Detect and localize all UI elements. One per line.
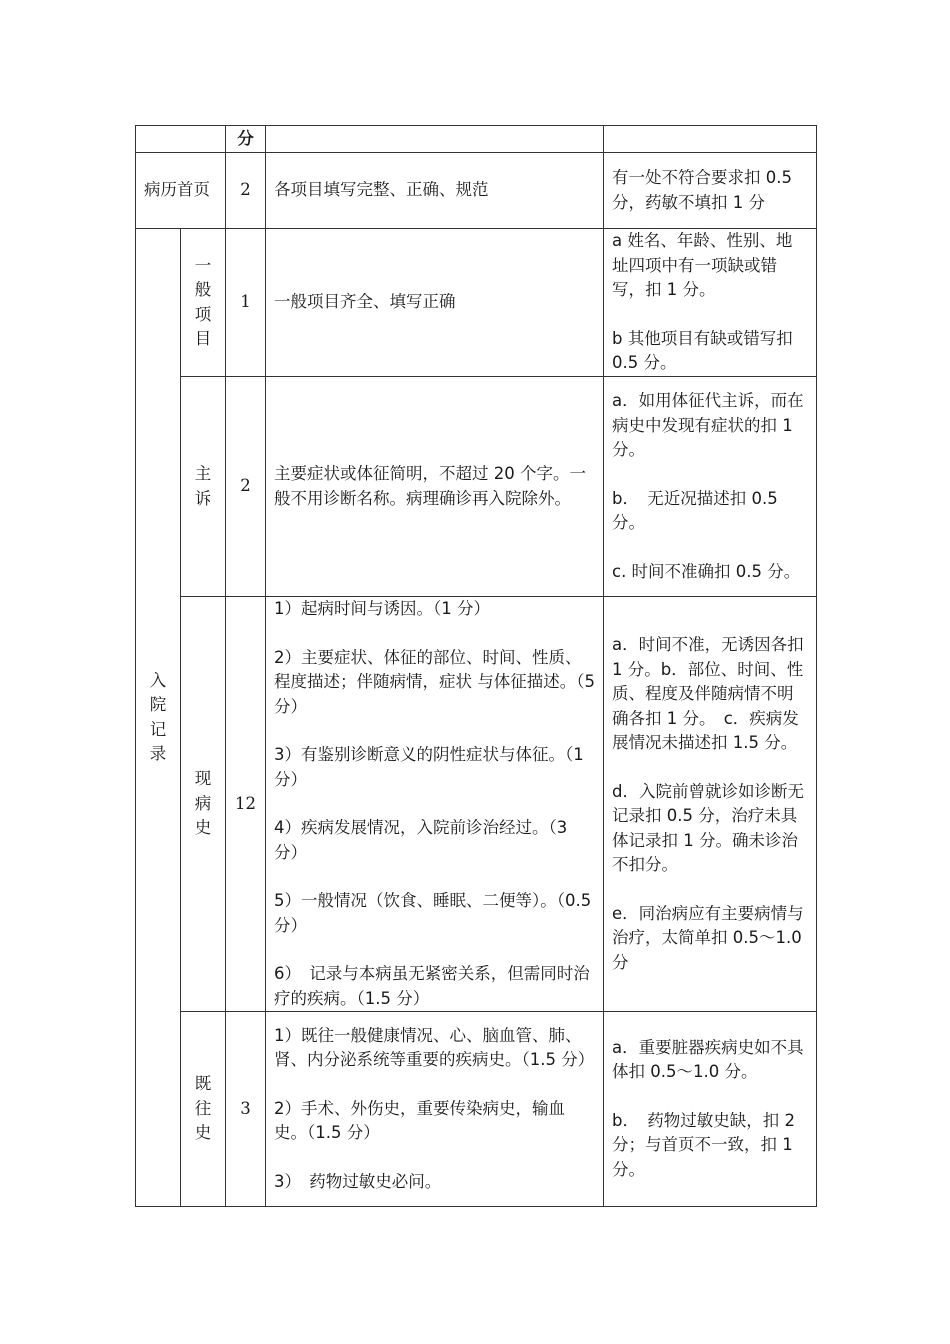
score-cell: 2 <box>226 153 266 229</box>
requirement-item: 5）一般情况（饮食、睡眠、二便等）。（0.5 分） <box>274 891 592 935</box>
row-xianbingshi <box>136 597 817 1012</box>
subcategory-char: 既 <box>194 1074 212 1094</box>
penalty-item: d．入院前曾就诊如诊断无记录扣 0.5 分，治疗未具体记录扣 1 分。确未诊治不扣分。 <box>612 781 804 874</box>
subcategory-char: 现 <box>194 769 212 789</box>
subcategory-cell <box>181 597 226 1012</box>
subcategory-char: 目 <box>194 329 212 348</box>
subcategory-char: 一 <box>194 255 212 275</box>
penalty-item: a．时间不准，无诱因各扣 1 分。b．部位、时间、性质、程度及伴随病情不明确各扣 1 分。 c．疾病发展情况未描述扣 1.5 分。 <box>612 635 804 752</box>
penalty-cell <box>604 229 817 377</box>
penalty-item: a．重要脏器疾病史如不具体扣 0.5～1.0 分。 <box>612 1037 804 1082</box>
subcategory-char: 主 <box>194 464 212 483</box>
requirement-item: 1）既往一般健康情况、心、脑血管、肺、肾、内分泌系统等重要的疾病史。（1.5 分） <box>274 1025 595 1070</box>
row-shouye <box>136 153 817 229</box>
requirement-item: 6） 记录与本病虽无紧密关系，但需同时治疗的疾病。（1.5 分） <box>274 964 590 1008</box>
subcategory-char: 项 <box>194 304 212 324</box>
score-cell: 2 <box>226 377 266 597</box>
penalty-cell <box>604 1012 817 1207</box>
penalty-item: b． 无近况描述扣 0.5 分。 <box>612 488 778 532</box>
requirement-item: 3） 药物过敏史必问。 <box>274 1171 442 1191</box>
score-cell: 3 <box>226 1012 266 1207</box>
score-cell: 1 <box>226 229 266 377</box>
subcategory-char: 往 <box>194 1098 212 1118</box>
requirement-item: 1）起病时间与诱因。（1 分） <box>274 599 490 618</box>
subcategory-char: 史 <box>194 818 212 838</box>
scoring-table-container <box>135 125 817 1207</box>
subcategory-char: 史 <box>194 1123 212 1143</box>
subcategory-cell <box>181 1012 226 1207</box>
header-penalty-cell <box>604 126 817 153</box>
penalty-item: b 其他项目有缺或错写扣 0.5 分。 <box>612 328 793 373</box>
subcategory-char: 诉 <box>194 488 212 508</box>
penalty-item: b． 药物过敏史缺，扣 2 分；与首页不一致，扣 1 分。 <box>612 1110 795 1179</box>
subcategory-char: 般 <box>194 280 212 299</box>
penalty-cell <box>604 377 817 597</box>
requirement-item: 2）手术、外伤史，重要传染病史，输血史。（1.5 分） <box>274 1098 565 1143</box>
subcategory-cell <box>181 377 226 597</box>
penalty-item: c. 时间不准确扣 0.5 分。 <box>612 561 801 581</box>
header-score-cell: 分 <box>226 126 266 153</box>
row-jiwangshi <box>136 1012 817 1207</box>
header-category-cell <box>136 126 226 153</box>
category-char: 录 <box>149 744 167 763</box>
requirement-cell: 一般项目齐全、填写正确 <box>266 229 604 377</box>
category-char: 记 <box>149 719 167 739</box>
category-char: 院 <box>149 695 167 714</box>
penalty-item: e．同治病应有主要病情与治疗，太简单扣 0.5～1.0 分 <box>612 903 804 972</box>
penalty-item: a 姓名、年龄、性别、地址四项中有一项缺或错写，扣 1 分。 <box>612 231 793 300</box>
category-ruyuan-jilu <box>136 229 181 1207</box>
subcategory-char: 病 <box>194 793 212 813</box>
category-cell: 病历首页 <box>136 153 226 229</box>
penalty-item: a．如用体征代主诉，而在病史中发现有症状的扣 1 分。 <box>612 391 804 459</box>
requirement-cell <box>266 1012 604 1207</box>
requirement-item: 3）有鉴别诊断意义的阴性症状与体征。（1 分） <box>274 745 584 789</box>
score-cell: 12 <box>226 597 266 1012</box>
penalty-cell: 有一处不符合要求扣 0.5 分，药敏不填扣 1 分 <box>604 153 817 229</box>
requirement-cell: 主要症状或体征简明，不超过 20 个字。一般不用诊断名称。病理确诊再入院除外。 <box>266 377 604 597</box>
requirement-cell <box>266 597 604 1012</box>
category-char: 入 <box>149 670 167 690</box>
penalty-cell <box>604 597 817 1012</box>
medical-record-scoring-table <box>135 125 817 1207</box>
row-zhusu <box>136 377 817 597</box>
requirement-item: 2）主要症状、体征的部位、时间、性质、程度描述；伴随病情，症状 与体征描述。（5 分） <box>274 647 595 716</box>
header-row <box>136 126 817 153</box>
requirement-item: 4）疾病发展情况，入院前诊治经过。（3 分） <box>274 818 568 862</box>
header-requirement-cell <box>266 126 604 153</box>
requirement-cell: 各项目填写完整、正确、规范 <box>266 153 604 229</box>
subcategory-cell <box>181 229 226 377</box>
row-yiban <box>136 229 817 377</box>
